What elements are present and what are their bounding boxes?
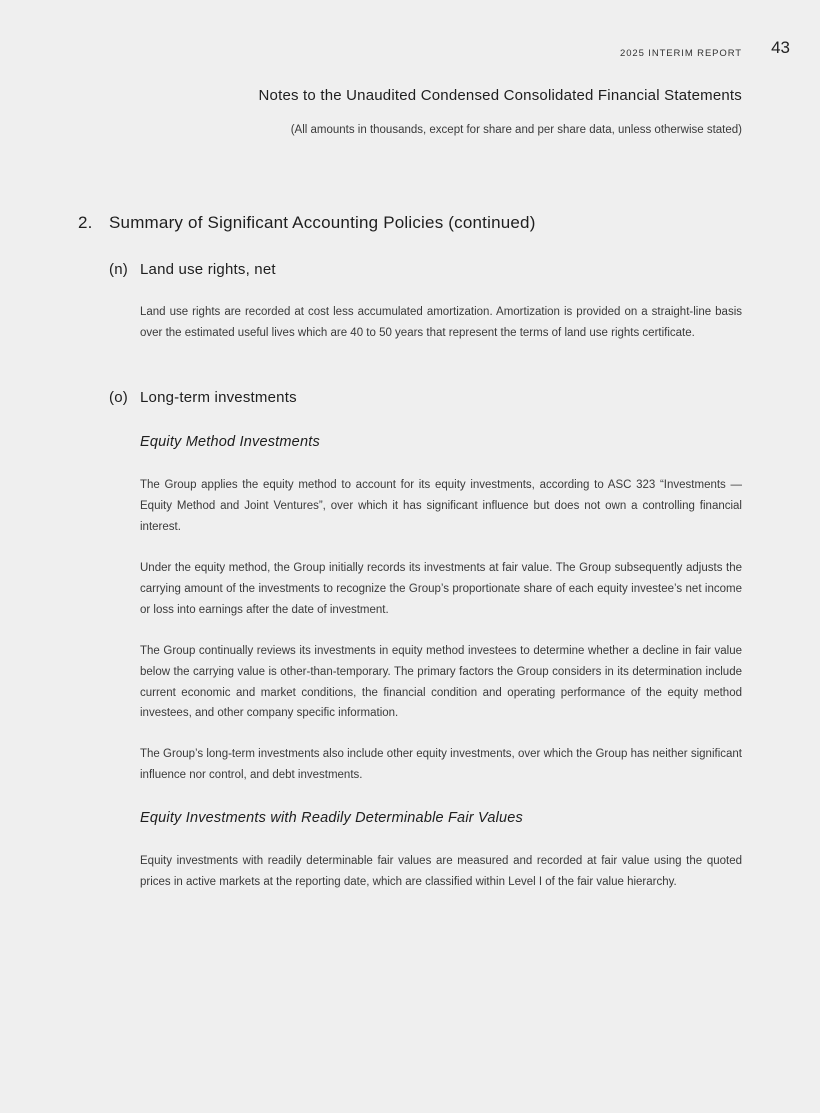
notes-subtitle: (All amounts in thousands, except for share and per share data, unless otherwise stated)	[290, 124, 742, 136]
section-title: Summary of Significant Accounting Policies (continued)	[109, 213, 536, 232]
page-number: 43	[771, 38, 790, 57]
subsection-o-title: Long-term investments	[140, 389, 297, 406]
equity-method-paragraph-2: Under the equity method, the Group initially records its investments at fair value. The Group subsequently adjusts the carrying amount of the investments to recognize the Group’s proportionate share of each equity investee’s net income or loss into earnings after the date of investment.	[140, 562, 742, 616]
subsection-o-letter: (o)	[109, 389, 128, 406]
report-label: 2025 INTERIM REPORT	[620, 48, 742, 59]
equity-method-paragraph-1: The Group applies the equity method to account for its equity investments, according to ASC 323 “Investments — Equity Method and Joint Ventures”, over which it has significant influence but does not own a controlling financial interest.	[140, 479, 742, 533]
subsection-o-heading	[109, 389, 297, 406]
readily-determinable-paragraph: Equity investments with readily determinable fair values are measured and recorded at fair value using the quoted prices in active markets at the reporting date, which are classified within Level I of the fair value hierarchy.	[140, 855, 742, 888]
notes-title: Notes to the Unaudited Condensed Consolidated Financial Statements	[258, 87, 742, 104]
equity-method-paragraph-4: The Group’s long-term investments also include other equity investments, over which the Group has neither significant influence nor control, and debt investments.	[140, 748, 742, 781]
section-heading	[78, 213, 536, 233]
land-use-rights-paragraph: Land use rights are recorded at cost less accumulated amortization. Amortization is provided on a straight-line basis over the estimated useful lives which are 40 to 50 years that represent the terms of land use rights certificate.	[140, 306, 742, 339]
section-number: 2.	[78, 213, 93, 232]
readily-determinable-heading: Equity Investments with Readily Determinable Fair Values	[140, 810, 523, 826]
equity-method-heading: Equity Method Investments	[140, 434, 320, 450]
subsection-n-letter: (n)	[109, 261, 128, 278]
subsection-n-title: Land use rights, net	[140, 261, 276, 278]
subsection-n-heading	[109, 261, 276, 278]
equity-method-paragraph-3: The Group continually reviews its investments in equity method investees to determine whether a decline in fair value below the carrying value is other-than-temporary. The primary factors the Group considers in its determination include current economic and market conditions, the financial condition and operating performance of the equity method investees, and other company specific information.	[140, 645, 742, 720]
